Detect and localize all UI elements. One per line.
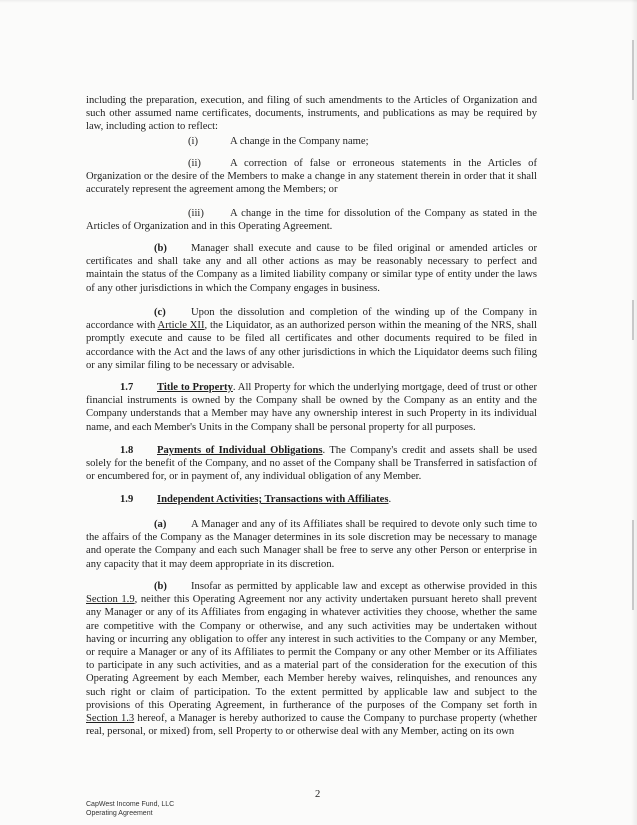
list-text: A change in the Company name; <box>230 136 369 147</box>
scan-artifact <box>632 40 634 100</box>
section-title: Independent Activities; Transactions with Affiliates <box>157 494 389 505</box>
scan-artifact <box>632 520 634 610</box>
paragraph-c: (c) Upon the dissolution and completion of the winding up of the Company in accordance with Article XII, the Liquidator, as an authorized person within the meaning of the NRS, shall promptly execute and cause to be filed all certificates and other documents required to be filed in accordance with the Act and the laws of any other jurisdictions in which the Liquidator deems such filing or any similar filing to be necessary or advisable. <box>86 307 537 371</box>
paragraph-number: (c) <box>154 307 166 318</box>
section-number: 1.7 <box>120 382 134 393</box>
section-1-7: 1.7 Title to Property. All Property for which the underlying mortgage, deed of trust or other financial instruments is owned by the Company shall be owned by the Company as an entity and the Company understands that a Member may have any ownership interest in such Property in its individual name, and each Member's Units in the Company shall be personal property for all purposes. <box>86 382 537 433</box>
section-1-9-b: (b) Insofar as permitted by applicable law and except as otherwise provided in this Section 1.9, neither this Operating Agreement nor any activity undertaken pursuant hereto shall prevent any Manager or any of its Affiliates from engaging in whatever activities they choose, whether the same are competitive with the Company or otherwise, and any such activities may be undertaken without having or incurring any obligation to offer any interest in such activities to the Company or any Member, or require a Manager or any of its Affiliates to permit the Company or any other Member or its Affiliates to participate in any such activities, and as a material part of the consideration for the execution of this Operating Agreement by each Member, each Member hereby waives, relinquishes, and renounces any such right or claim of participation. To the extent permitted by applicable law and subject to the provisions of this Operating Agreement, in furtherance of the purposes of the Company set forth in Section 1.3 hereof, a Manager is hereby authorized to cause the Company to purchase property (whether real, personal, or mixed) from, sell Property to or otherwise deal with any Member, acting on its own <box>86 581 537 738</box>
footer-company: CapWest Income Fund, LLC <box>86 801 175 808</box>
list-item-iii <box>86 207 537 233</box>
list-item-ii <box>86 157 537 197</box>
paragraph-text: A Manager and any of its Affiliates shall be required to devote only such time to the affairs of the Company as the Manager determines in its sole discretion may be necessary to manage and operate the Company and each such Manager shall be free to serve any other Person or enterprise in any capacity that it may deem appropriate in its discretion. <box>86 519 537 570</box>
page-number: 2 <box>315 789 321 800</box>
paragraph-text: Manager shall execute and cause to be filed original or amended articles or certificates and shall take any and all other actions as may be reasonably necessary to perfect and maintain the status of the Company as a limited liability company or similar type of entity under the laws of any other jurisdictions in which the Company engages in business. <box>86 243 537 294</box>
list-text: A change in the time for dissolution of the Company as stated in the Articles of Organization and in this Operating Agreement. <box>86 208 537 233</box>
paragraph-number: (b) <box>154 581 167 592</box>
footer <box>86 800 174 818</box>
section-number: 1.8 <box>120 445 134 456</box>
list-number: (ii) <box>188 158 201 169</box>
intro-paragraph: including the preparation, execution, and filing of such amendments to the Articles of Organization and such other assumed name certificates, documents, instruments, and publications as may be required by law, including action to reflect: <box>86 95 537 133</box>
section-number: 1.9 <box>120 494 134 505</box>
paragraph-b <box>86 242 537 295</box>
list-text: A correction of false or erroneous statements in the Articles of Organization or the desire of the Members to make a change in any statement therein in order that it shall accurately represent the agreement among the Members; or <box>86 158 537 196</box>
scan-artifact <box>632 300 634 340</box>
scan-edge-right <box>631 0 637 825</box>
section-title: Payments of Individual Obligations <box>157 445 323 456</box>
list-item-i <box>188 135 369 148</box>
list-number: (iii) <box>188 208 204 219</box>
paragraph-number: (a) <box>154 519 167 530</box>
article-xii-link[interactable]: Article XII <box>157 320 205 332</box>
section-title: Title to Property <box>157 382 233 393</box>
section-1-9-heading: 1.9 Independent Activities; Transactions with Affiliates. <box>120 494 392 505</box>
section-1-3-link[interactable]: Section 1.3 <box>86 713 135 725</box>
list-number: (i) <box>188 136 198 147</box>
paragraph-number: (b) <box>154 243 167 254</box>
scan-edge-top <box>0 0 637 3</box>
section-1-8: 1.8 Payments of Individual Obligations. The Company's credit and assets shall be used solely for the benefit of the Company, and no asset of the Company shall be Transferred in satisfaction of or encumbered for, or in payment of, any individual obligation of any Member. <box>86 445 537 483</box>
section-1-9-a <box>86 518 537 571</box>
section-1-9-link[interactable]: Section 1.9 <box>86 594 135 606</box>
footer-document: Operating Agreement <box>86 810 153 817</box>
